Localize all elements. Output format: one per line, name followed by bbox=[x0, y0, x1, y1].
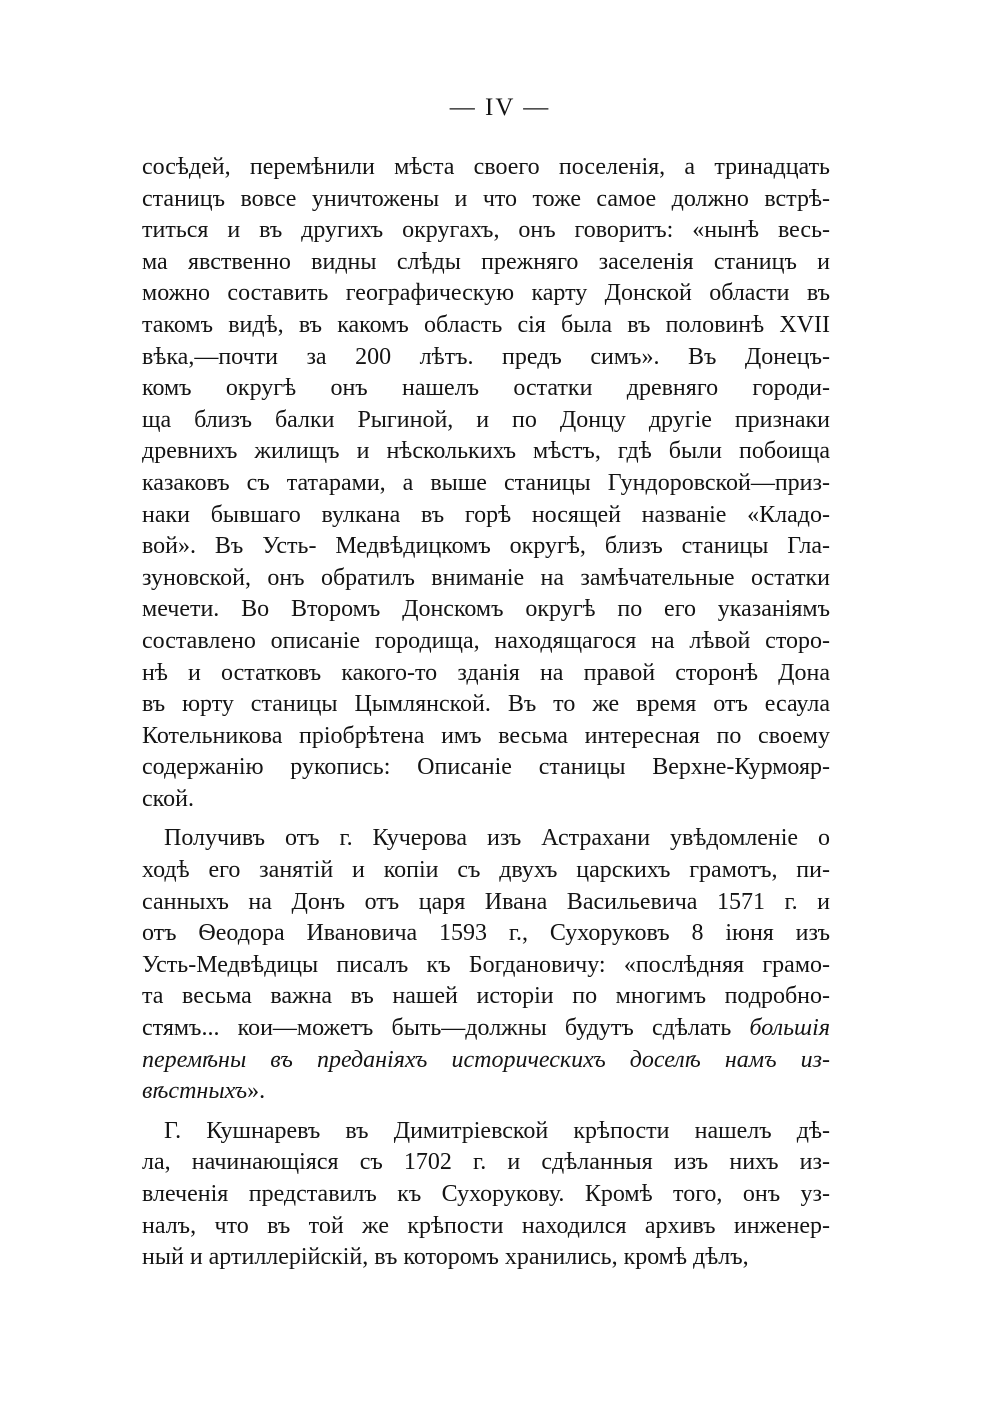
text-line bbox=[142, 500, 830, 532]
text-line bbox=[142, 436, 830, 468]
text-line bbox=[142, 594, 830, 626]
text-segment: сосѣдей, перемѣнили мѣста своего поселенія, а тринадцать bbox=[142, 154, 830, 180]
text-line bbox=[142, 689, 830, 721]
text-line bbox=[142, 468, 830, 500]
text-line bbox=[142, 752, 830, 784]
text-line bbox=[142, 626, 830, 658]
italic-text: перемѣны въ преданіяхъ историческихъ доселѣ намъ из- bbox=[142, 1046, 830, 1073]
text-segment: Получивъ отъ г. Кучерова изъ Астрахани увѣдомленіе о bbox=[164, 825, 830, 852]
text-segment: въ юрту станицы Цымлянской. Въ то же время отъ есаула bbox=[142, 691, 830, 718]
text-line bbox=[142, 918, 830, 950]
text-line bbox=[142, 784, 830, 816]
text-segment: ма явственно видны слѣды прежняго заселенія станицъ и bbox=[142, 248, 830, 275]
text-segment: та весьма важна въ нашей исторіи по многимъ подробно- bbox=[142, 983, 830, 1010]
text-segment: вѣка,—почти за 200 лѣтъ. предъ симъ». Въ Донецъ- bbox=[142, 343, 830, 370]
text-line bbox=[142, 823, 830, 855]
text-segment: ный и артиллерійскій, въ которомъ хранились, кромѣ дѣлъ, bbox=[142, 1244, 749, 1271]
text-segment: титься и въ другихъ округахъ, онъ говоритъ: «нынѣ весь- bbox=[142, 217, 830, 244]
text-line bbox=[142, 721, 830, 753]
text-segment: можно составить географическую карту Донской области въ bbox=[142, 280, 830, 307]
text-line bbox=[142, 981, 830, 1013]
text-line bbox=[142, 310, 830, 342]
text-body bbox=[142, 152, 830, 1274]
text-segment: налъ, что въ той же крѣпости находился архивъ инженер- bbox=[142, 1212, 830, 1239]
text-line bbox=[142, 1242, 830, 1274]
text-segment: вой». Въ Усть- Медвѣдицкомъ округѣ, близъ станицы Гла- bbox=[142, 533, 830, 560]
text-line bbox=[142, 658, 830, 690]
text-line bbox=[142, 1211, 830, 1243]
text-line bbox=[142, 531, 830, 563]
text-line bbox=[142, 373, 830, 405]
text-segment: нѣ и остатковъ какого-то зданія на правой сторонѣ Дона bbox=[142, 659, 830, 686]
text-line bbox=[142, 342, 830, 374]
text-segment: содержанію рукопись: Описаніе станицы Верхне-Курмояр- bbox=[142, 754, 830, 781]
text-segment: такомъ видѣ, въ какомъ область сія была въ половинѣ XVII bbox=[142, 311, 830, 338]
text-line bbox=[142, 855, 830, 887]
text-segment: зуновской, онъ обратилъ вниманіе на замѣчательные остатки bbox=[142, 564, 830, 591]
text-segment: Усть-Медвѣдицы писалъ къ Богдановичу: «послѣдняя грамо- bbox=[142, 951, 830, 978]
text-segment: комъ округѣ онъ нашелъ остатки древняго городи- bbox=[142, 375, 830, 402]
text-line bbox=[142, 1147, 830, 1179]
text-segment: ходѣ его занятій и копіи съ двухъ царскихъ грамотъ, пи- bbox=[142, 857, 830, 884]
text-line bbox=[142, 1045, 830, 1077]
text-segment: казаковъ съ татарами, а выше станицы Гундоровской—приз- bbox=[142, 469, 830, 496]
italic-text: вѣстныхъ bbox=[142, 1078, 248, 1105]
text-segment: стямъ... кои—можетъ быть—должны будутъ сдѣлать bbox=[142, 1015, 750, 1042]
text-segment: составлено описаніе городища, находящагося на лѣвой сторо- bbox=[142, 627, 830, 654]
text-segment: Г. Кушнаревъ въ Димитріевской крѣпости нашелъ дѣ- bbox=[164, 1117, 830, 1144]
text-line bbox=[142, 184, 830, 216]
text-segment: ». bbox=[247, 1078, 266, 1105]
text-line bbox=[142, 405, 830, 437]
text-line bbox=[142, 1116, 830, 1148]
page-number: — IV — bbox=[449, 94, 551, 121]
text-line bbox=[142, 563, 830, 595]
text-line bbox=[142, 215, 830, 247]
text-segment: санныхъ на Донъ отъ царя Ивана Васильевича 1571 г. и bbox=[142, 888, 830, 915]
text-line bbox=[142, 1076, 830, 1108]
text-segment: наки бывшаго вулкана въ горѣ носящей названіе «Кладо- bbox=[142, 501, 830, 528]
text-line bbox=[142, 950, 830, 982]
text-segment: влеченія представилъ къ Сухорукову. Кромѣ того, онъ уз- bbox=[142, 1181, 830, 1207]
text-segment: Котельникова пріобрѣтена имъ весьма интересная по своему bbox=[142, 722, 830, 749]
text-segment: древнихъ жилищъ и нѣсколькихъ мѣстъ, гдѣ были побоища bbox=[142, 438, 830, 465]
text-segment: мечети. Во Второмъ Донскомъ округѣ по его указаніямъ bbox=[142, 596, 830, 623]
italic-text: большія bbox=[749, 1015, 830, 1042]
text-line bbox=[142, 1179, 830, 1211]
text-segment: ской. bbox=[142, 785, 194, 812]
text-line bbox=[142, 247, 830, 279]
text-line bbox=[142, 152, 830, 184]
text-segment: отъ Ѳеодора Ивановича 1593 г., Сухоруковъ 8 іюня изъ bbox=[142, 920, 830, 947]
text-line bbox=[142, 887, 830, 919]
text-segment: ща близъ балки Рыгиной, и по Донцу другіе признаки bbox=[142, 406, 830, 433]
text-line bbox=[142, 1013, 830, 1045]
text-segment: станицъ вовсе уничтожены и что тоже самое должно встрѣ- bbox=[142, 185, 830, 212]
text-segment: ла, начинающіяся съ 1702 г. и сдѣланныя изъ нихъ из- bbox=[142, 1149, 830, 1176]
text-line bbox=[142, 278, 830, 310]
